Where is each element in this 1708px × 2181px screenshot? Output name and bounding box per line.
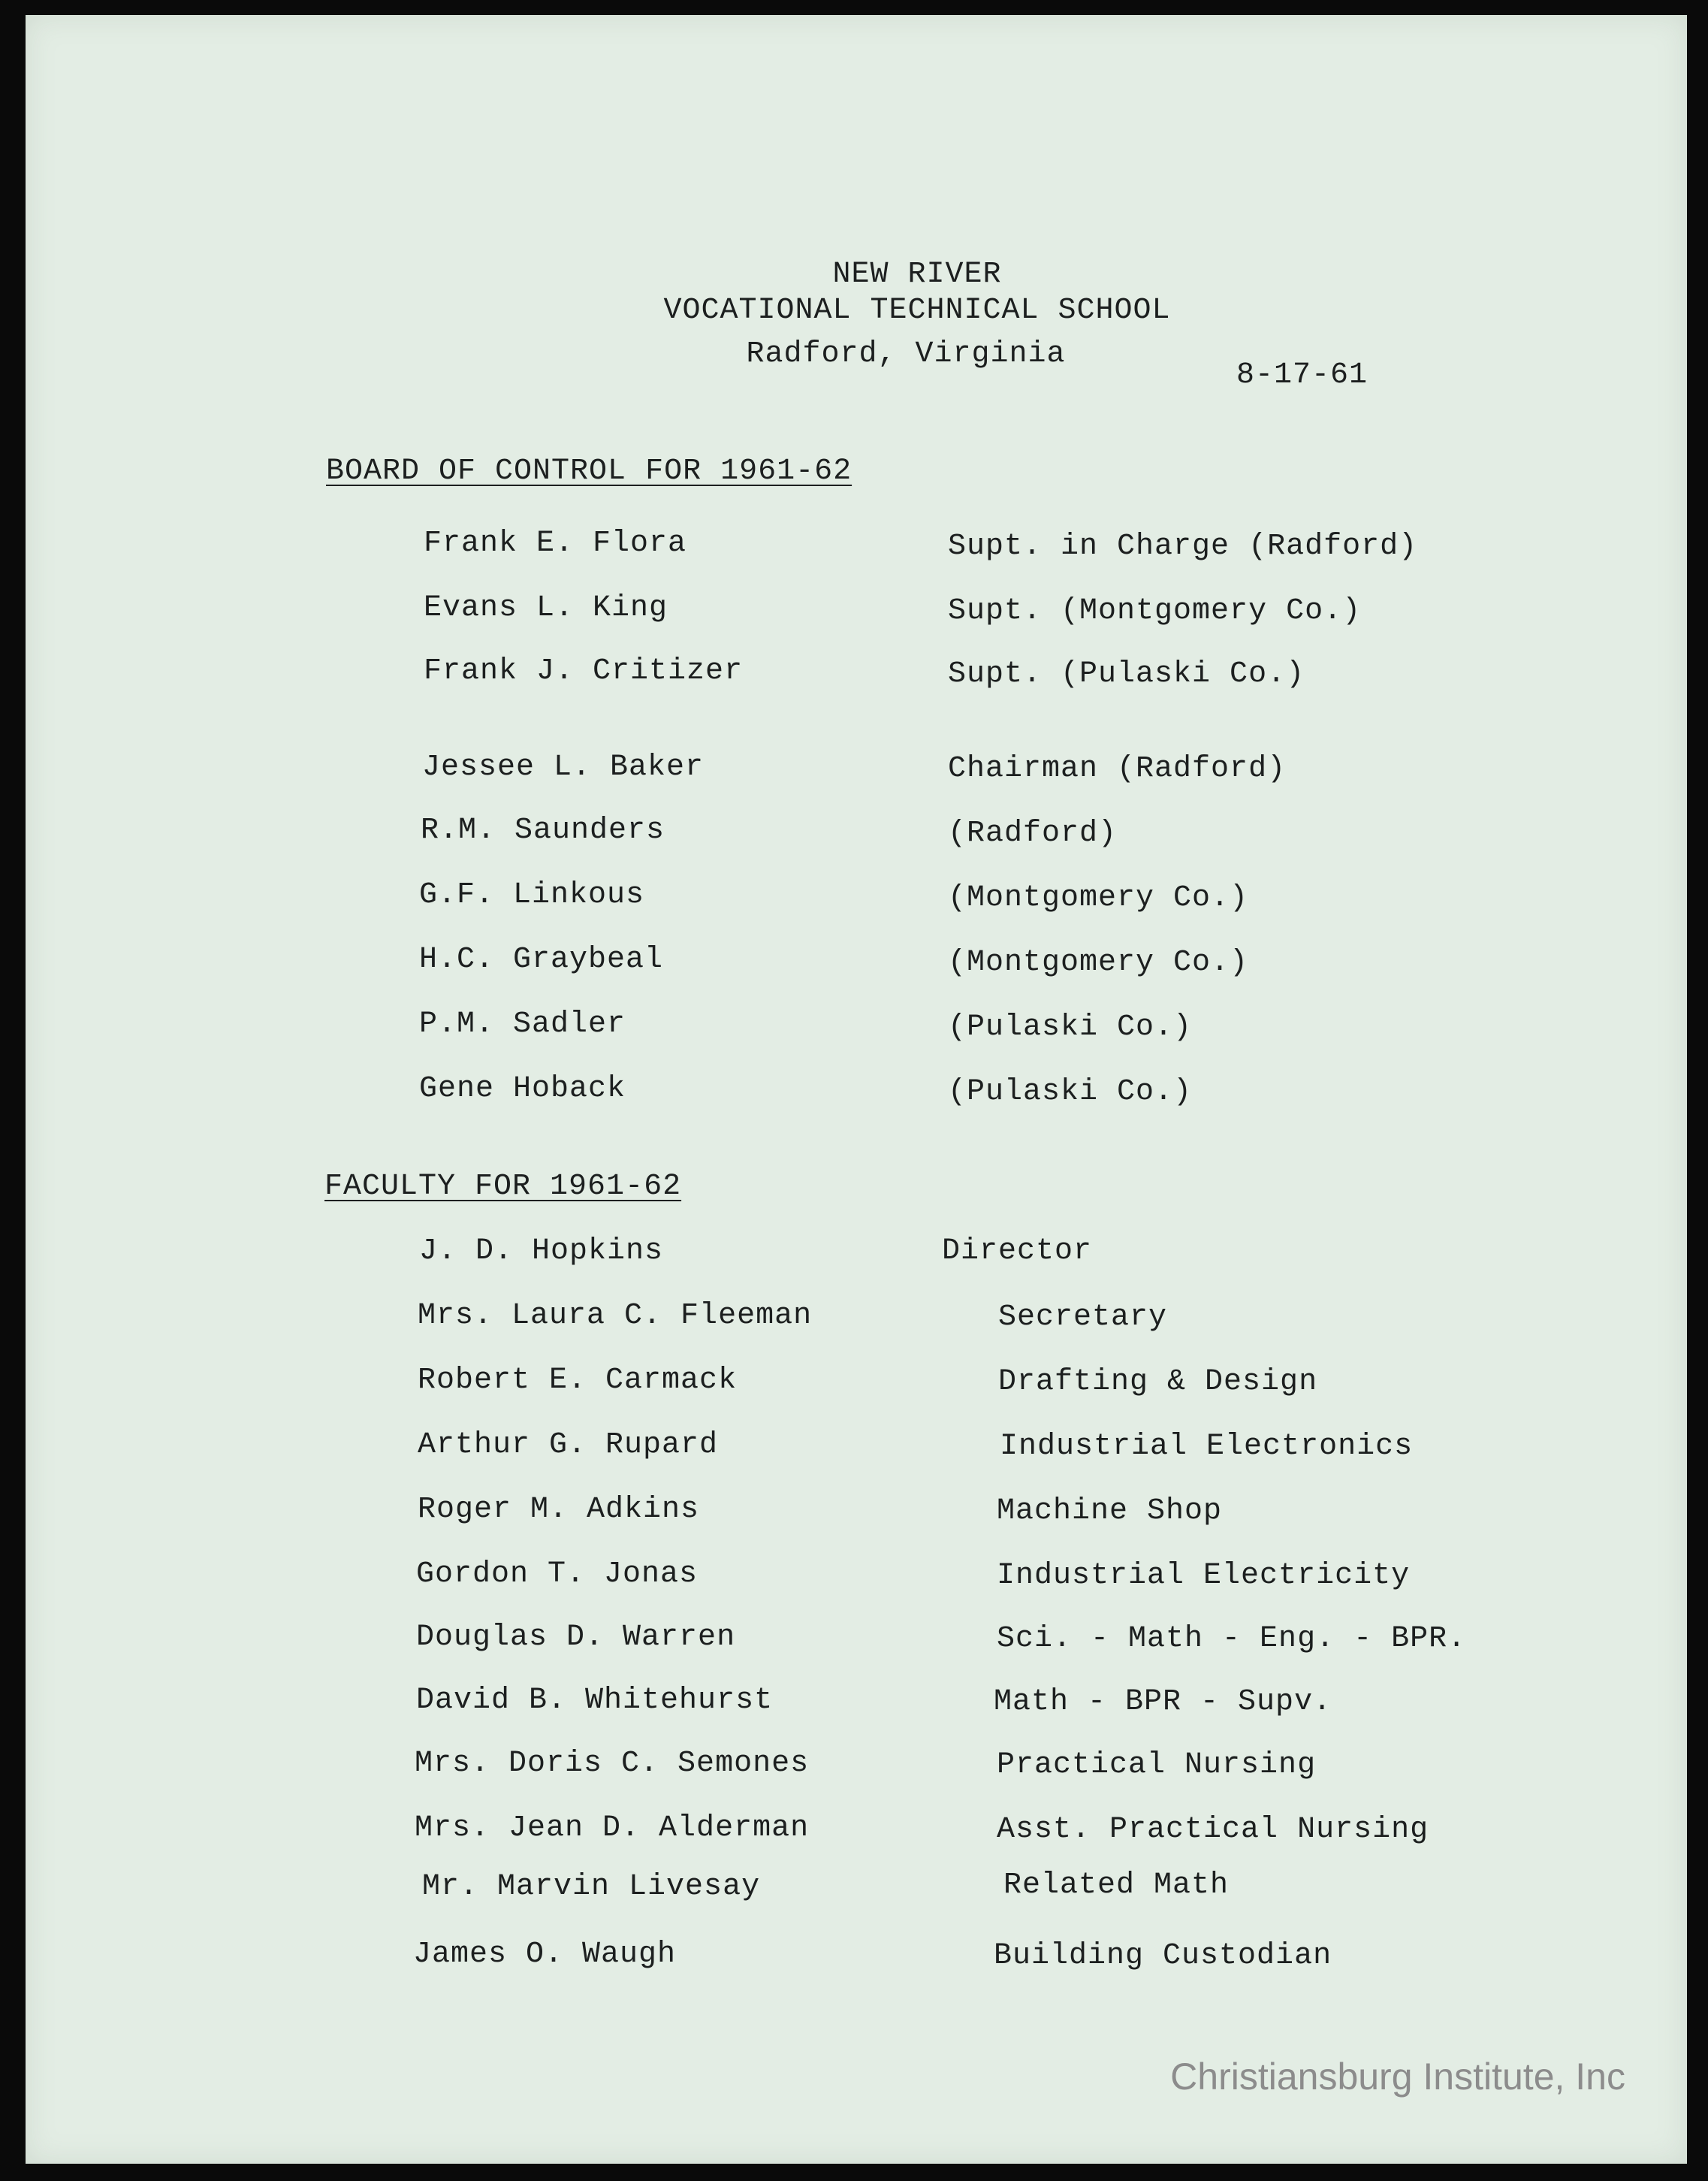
faculty-row-name: Mrs. Doris C. Semones [415, 1747, 810, 1781]
faculty-row-name: Mr. Marvin Livesay [422, 1870, 761, 1904]
faculty-row-name: J. D. Hopkins [419, 1234, 664, 1268]
board-row-role: (Radford) [948, 817, 1118, 850]
board-row-role: Supt. (Pulaski Co.) [948, 657, 1305, 691]
board-row-name: Evans L. King [424, 591, 668, 625]
board-row-name: Jessee L. Baker [422, 751, 705, 784]
faculty-row-role: Practical Nursing [997, 1748, 1317, 1782]
faculty-row-role: Industrial Electricity [997, 1559, 1411, 1593]
school-name-line2: VOCATIONAL TECHNICAL SCHOOL [663, 294, 1171, 328]
board-row-name: H.C. Graybeal [419, 943, 664, 977]
faculty-row-role: Related Math [1003, 1868, 1230, 1902]
board-row-role: (Montgomery Co.) [948, 881, 1249, 915]
faculty-row-name: James O. Waugh [413, 1938, 677, 1971]
board-row-name: Gene Hoback [419, 1072, 626, 1106]
school-location: Radford, Virginia [746, 337, 1066, 371]
board-row-name: R.M. Saunders [421, 814, 665, 847]
faculty-row-role: Director [942, 1234, 1093, 1268]
board-row-name: Frank E. Flora [424, 527, 687, 560]
archive-watermark: Christiansburg Institute, Inc [1170, 2056, 1625, 2098]
document-date: 8-17-61 [1236, 358, 1369, 392]
faculty-row-name: Robert E. Carmack [418, 1364, 738, 1397]
faculty-row-name: Douglas D. Warren [416, 1621, 736, 1654]
faculty-row-role: Drafting & Design [998, 1365, 1318, 1399]
faculty-row-role: Industrial Electronics [1000, 1430, 1414, 1464]
faculty-row-name: Gordon T. Jonas [416, 1557, 699, 1591]
board-row-role: (Montgomery Co.) [948, 946, 1249, 980]
faculty-row-role: Math - BPR - Supv. [994, 1685, 1332, 1719]
faculty-row-role: Secretary [998, 1300, 1168, 1334]
board-section-title: BOARD OF CONTROL FOR 1961-62 [326, 455, 852, 488]
faculty-row-name: Arthur G. Rupard [418, 1428, 719, 1462]
faculty-row-role: Building Custodian [994, 1939, 1332, 1973]
board-row-role: (Pulaski Co.) [948, 1010, 1193, 1044]
school-name-line1: NEW RIVER [832, 258, 1002, 292]
board-row-role: Supt. (Montgomery Co.) [948, 594, 1362, 628]
board-row-role: Supt. in Charge (Radford) [948, 530, 1418, 563]
board-row-name: G.F. Linkous [419, 878, 645, 912]
document-page [26, 15, 1687, 2164]
faculty-section-title: FACULTY FOR 1961-62 [324, 1170, 682, 1204]
faculty-row-name: David B. Whitehurst [416, 1684, 774, 1717]
board-row-role: (Pulaski Co.) [948, 1075, 1193, 1109]
board-row-name: Frank J. Critizer [424, 654, 744, 688]
faculty-row-role: Sci. - Math - Eng. - BPR. [997, 1622, 1467, 1656]
faculty-row-role: Machine Shop [997, 1494, 1223, 1528]
faculty-row-role: Asst. Practical Nursing [997, 1813, 1429, 1847]
faculty-row-name: Mrs. Laura C. Fleeman [418, 1299, 813, 1333]
board-row-role: Chairman (Radford) [948, 752, 1287, 786]
board-row-name: P.M. Sadler [419, 1007, 626, 1041]
faculty-row-name: Mrs. Jean D. Alderman [415, 1811, 810, 1845]
faculty-row-name: Roger M. Adkins [418, 1493, 700, 1527]
